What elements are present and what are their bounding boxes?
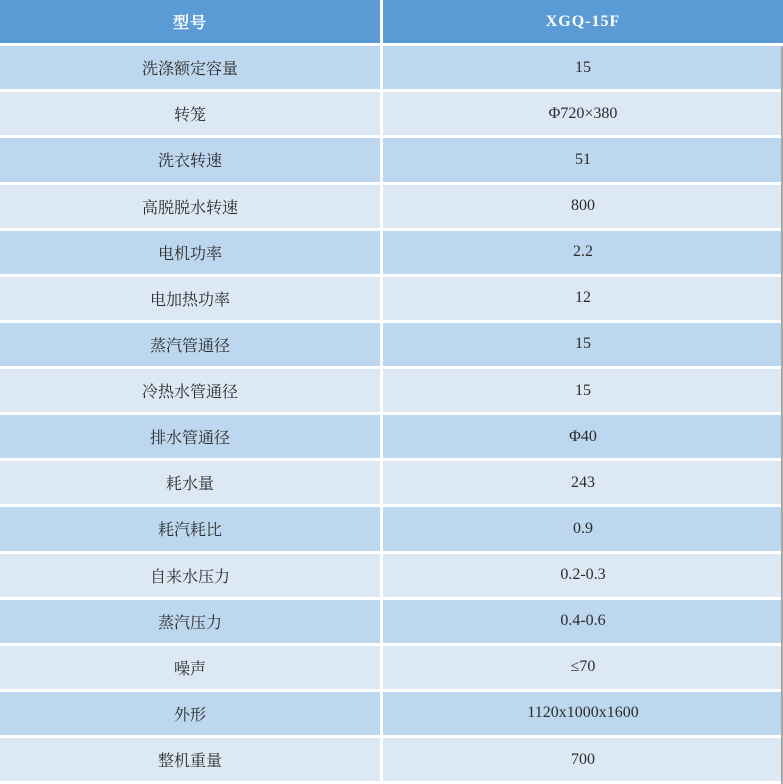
spec-label-cell: 耗汽耗比 [0, 507, 383, 550]
table-row [0, 323, 783, 369]
spec-label-cell: 噪声 [0, 646, 383, 689]
spec-value-cell: Φ720×380 [383, 92, 783, 135]
spec-value-cell: Φ40 [383, 415, 783, 458]
header-value-cell: XGQ-15F [383, 0, 783, 43]
spec-value-cell: 51 [383, 138, 783, 181]
table-row [0, 92, 783, 138]
spec-label-cell: 外形 [0, 692, 383, 735]
table-row [0, 738, 783, 784]
spec-value-cell: 1120x1000x1600 [383, 692, 783, 735]
spec-value-cell: 700 [383, 738, 783, 781]
table-row [0, 692, 783, 738]
spec-value-cell: 0.2-0.3 [383, 554, 783, 597]
spec-label-cell: 洗涤额定容量 [0, 46, 383, 89]
spec-value-cell: 0.4-0.6 [383, 600, 783, 643]
spec-label-cell: 排水管通径 [0, 415, 383, 458]
spec-label-cell: 转笼 [0, 92, 383, 135]
table-row [0, 600, 783, 646]
table-row [0, 461, 783, 507]
spec-label-cell: 蒸汽管通径 [0, 323, 383, 366]
spec-label-cell: 整机重量 [0, 738, 383, 781]
table-row [0, 231, 783, 277]
spec-value-cell: 15 [383, 323, 783, 366]
table-row [0, 138, 783, 184]
table-row [0, 185, 783, 231]
spec-value-cell: 15 [383, 369, 783, 412]
spec-label-cell: 洗衣转速 [0, 138, 383, 181]
table-row [0, 277, 783, 323]
table-row [0, 46, 783, 92]
spec-value-cell: 15 [383, 46, 783, 89]
spec-value-cell: 12 [383, 277, 783, 320]
spec-label-cell: 自来水压力 [0, 554, 383, 597]
spec-value-cell: ≤70 [383, 646, 783, 689]
table-header-row [0, 0, 783, 46]
spec-value-cell: 2.2 [383, 231, 783, 274]
table-row [0, 415, 783, 461]
table-row [0, 507, 783, 553]
table-row [0, 554, 783, 600]
spec-value-cell: 0.9 [383, 507, 783, 550]
spec-value-cell: 800 [383, 185, 783, 228]
table-row [0, 369, 783, 415]
spec-label-cell: 电加热功率 [0, 277, 383, 320]
spec-label-cell: 高脱脱水转速 [0, 185, 383, 228]
spec-label-cell: 蒸汽压力 [0, 600, 383, 643]
spec-value-cell: 243 [383, 461, 783, 504]
spec-label-cell: 耗水量 [0, 461, 383, 504]
header-label-cell: 型号 [0, 0, 383, 43]
spec-label-cell: 电机功率 [0, 231, 383, 274]
table-row [0, 646, 783, 692]
spec-label-cell: 冷热水管通径 [0, 369, 383, 412]
